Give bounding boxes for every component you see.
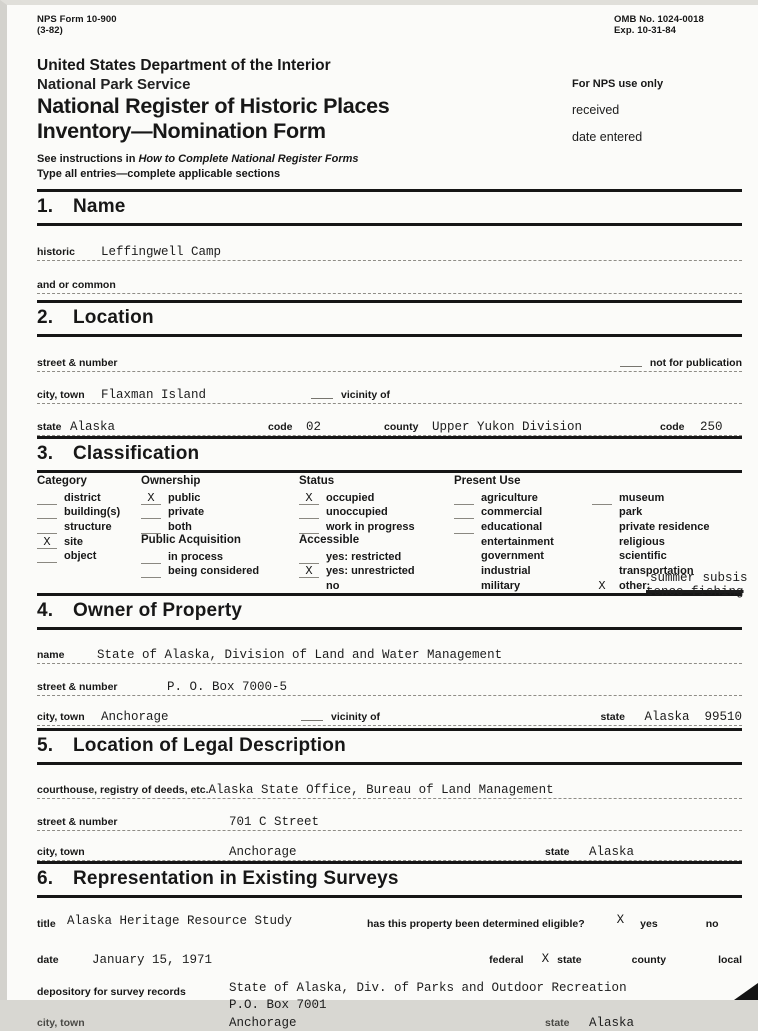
legal-street-label: street & number [37, 816, 118, 829]
eligible-yes-label: yes [640, 918, 658, 931]
form-title-line2: Inventory—Nomination Form [37, 119, 326, 143]
section-3-header [37, 436, 742, 473]
depository-label: depository for survey records [37, 986, 186, 999]
owner-vicinity-blank [301, 709, 323, 721]
category-column [37, 475, 141, 593]
buildings-label: building(s) [64, 506, 121, 519]
checkbox-buildings [37, 505, 141, 520]
agriculture-mark [454, 493, 474, 505]
field-historic-name [37, 241, 742, 261]
checkbox-object [37, 549, 141, 564]
status-column [299, 475, 454, 593]
both-label: both [168, 521, 192, 534]
checkbox-industrial [454, 563, 592, 578]
city-town-value: Flaxman Island [101, 388, 207, 402]
survey-state-label: state [545, 1017, 570, 1030]
code2-label: code [660, 421, 685, 433]
depository-values [229, 980, 627, 1014]
field-survey-title [37, 912, 742, 932]
eligible-question: has this property been determined eligible? [367, 918, 585, 931]
government-label: government [481, 550, 544, 563]
yes-unrestricted-label: yes: unrestricted [326, 565, 415, 578]
category-header: Category [37, 475, 87, 487]
public-acquisition-header: Public Acquisition [141, 534, 241, 547]
industrial-mark [454, 566, 474, 578]
owner-street-label: street & number [37, 681, 118, 694]
eligible-yes-mark: X [616, 913, 625, 928]
section-3-number: 3. [37, 443, 54, 464]
private-residence-mark [592, 522, 612, 534]
work-in-progress-label: work in progress [326, 521, 415, 534]
section-5-header [37, 728, 742, 765]
survey-title-value: Alaska Heritage Resource Study [67, 914, 293, 929]
public-mark: X [141, 493, 161, 505]
checkbox-agriculture [454, 490, 592, 505]
code-value: 02 [306, 420, 322, 434]
agriculture-label: agriculture [481, 491, 538, 504]
form-number: NPS Form 10-900 [37, 14, 117, 25]
entertainment-label: entertainment [481, 535, 554, 548]
masthead [37, 75, 742, 144]
field-city-town [37, 384, 742, 404]
depository-value-line1: State of Alaska, Div. of Parks and Outdoor Recreation [229, 981, 627, 996]
structure-label: structure [64, 521, 112, 534]
field-survey-date [37, 948, 742, 968]
field-owner-street [37, 676, 742, 696]
survey-date-value: January 15, 1971 [92, 953, 213, 968]
field-state-county [37, 416, 742, 436]
city-town-label: city, town [37, 389, 85, 401]
classification-grid [37, 475, 748, 599]
being-considered-label: being considered [168, 565, 260, 578]
other-label: other: [619, 579, 651, 592]
unoccupied-mark [299, 507, 319, 519]
checkbox-yes-unrestricted [299, 564, 454, 579]
checkbox-unoccupied [299, 505, 454, 520]
owner-street-value: P. O. Box 7000-5 [167, 680, 288, 695]
department-title: United States Department of the Interior [37, 57, 331, 74]
educational-label: educational [481, 521, 543, 534]
not-for-publication-label: not for publication [649, 357, 742, 369]
nps-use-only-label: For NPS use only [572, 78, 664, 90]
section-2-number: 2. [37, 307, 54, 328]
educational-mark [454, 522, 474, 534]
section-4-title: Owner of Property [73, 600, 243, 622]
instructions-prefix: See instructions in [37, 153, 139, 165]
received-label: received [572, 103, 620, 117]
survey-city-value: Anchorage [229, 1016, 297, 1031]
religious-label: religious [619, 535, 665, 548]
work-in-progress-mark [299, 522, 319, 534]
present-use-column-1 [454, 475, 592, 593]
form-id-bar [37, 14, 742, 36]
military-mark [454, 581, 474, 593]
checkbox-scientific [592, 549, 742, 564]
section-2-header [37, 300, 742, 337]
commercial-mark [454, 507, 474, 519]
omb-number: OMB No. 1024-0018 [614, 14, 704, 25]
street-number-label: street & number [37, 357, 118, 369]
state-value: Alaska [70, 420, 116, 434]
field-and-or-common [37, 274, 742, 294]
present-use-header: Present Use [454, 475, 521, 487]
museum-label: museum [619, 491, 665, 504]
section-5-title: Location of Legal Description [73, 735, 346, 757]
courthouse-label: courthouse, registry of deeds, etc. [37, 784, 209, 797]
section-3-title: Classification [73, 443, 200, 464]
owner-vicinity-label: vicinity of [331, 711, 381, 724]
checkbox-work-in-progress [299, 519, 454, 534]
checkbox-site [37, 534, 141, 549]
code2-value: 250 [700, 420, 723, 434]
scan-corner-artifact [734, 983, 758, 1000]
entertainment-mark [454, 537, 474, 549]
object-label: object [64, 550, 97, 563]
checkbox-occupied [299, 490, 454, 505]
yes-restricted-mark [299, 552, 319, 564]
county-value: Upper Yukon Division [432, 420, 583, 434]
site-mark: X [37, 537, 57, 549]
owner-state-value: Alaska 99510 [644, 710, 742, 725]
other-typed-value-line1: summer subsis [650, 571, 748, 585]
district-label: district [64, 491, 101, 504]
checkbox-in-process [141, 549, 299, 564]
no-mark [299, 581, 319, 593]
object-mark [37, 551, 57, 563]
no-label: no [326, 580, 340, 593]
status-header: Status [299, 475, 335, 487]
checkbox-museum [592, 490, 742, 505]
checkbox-no [299, 578, 454, 593]
checkbox-park [592, 505, 742, 520]
field-legal-street [37, 811, 742, 831]
section-1-title: Name [73, 196, 126, 217]
owner-city-label: city, town [37, 711, 85, 724]
owner-name-label: name [37, 649, 65, 662]
code-label: code [268, 421, 293, 433]
field-owner-city [37, 706, 742, 726]
ownership-header: Ownership [141, 475, 201, 487]
checkbox-private-residence [592, 519, 742, 534]
public-label: public [168, 491, 201, 504]
in-process-label: in process [168, 550, 224, 563]
military-label: military [481, 579, 521, 592]
checkbox-public [141, 490, 299, 505]
nps-use-box [572, 75, 742, 144]
checkbox-entertainment [454, 534, 592, 549]
county-label: county [384, 421, 419, 433]
both-mark [141, 522, 161, 534]
in-process-mark [141, 552, 161, 564]
checkbox-military [454, 578, 592, 593]
legal-state-label: state [545, 846, 570, 859]
courthouse-value: Alaska State Office, Bureau of Land Management [208, 783, 554, 798]
present-use-spacer [592, 475, 742, 490]
state-level-mark: X [541, 952, 550, 967]
survey-state-value: Alaska [589, 1016, 635, 1031]
field-legal-city [37, 841, 742, 861]
government-mark [454, 551, 474, 563]
county-level-label: county [631, 954, 667, 967]
field-courthouse [37, 779, 742, 799]
section-6-header [37, 861, 742, 898]
occupied-label: occupied [326, 491, 375, 504]
private-residence-label: private residence [619, 521, 710, 534]
occupied-mark: X [299, 493, 319, 505]
legal-street-value: 701 C Street [229, 815, 320, 830]
not-for-publication-blank [620, 355, 642, 367]
checkbox-yes-restricted [299, 549, 454, 564]
section-4-header [37, 593, 742, 630]
instructions-line2: Type all entries—complete applicable sections [37, 168, 281, 180]
owner-name-value: State of Alaska, Division of Land and Water Management [97, 648, 503, 663]
omb-block [614, 14, 742, 36]
district-mark [37, 493, 57, 505]
instructions [37, 152, 742, 182]
checkbox-government [454, 549, 592, 564]
museum-mark [592, 493, 612, 505]
scientific-mark [592, 551, 612, 563]
instructions-line1 [37, 152, 742, 167]
masthead-left [37, 75, 572, 144]
section-2-title: Location [73, 307, 154, 328]
structure-mark [37, 522, 57, 534]
depository-value-line2: P.O. Box 7001 [229, 998, 327, 1013]
owner-city-value: Anchorage [101, 710, 169, 725]
section-6-number: 6. [37, 868, 54, 890]
legal-city-value: Anchorage [229, 845, 297, 860]
religious-mark [592, 537, 612, 549]
unoccupied-label: unoccupied [326, 506, 388, 519]
industrial-label: industrial [481, 565, 531, 578]
eligible-no-label: no [705, 918, 719, 931]
checkbox-being-considered [141, 564, 299, 579]
section-6-title: Representation in Existing Surveys [73, 868, 399, 890]
historic-value: Leffingwell Camp [101, 245, 222, 259]
form-content [7, 5, 758, 1031]
form-title-line1: National Register of Historic Places [37, 94, 390, 118]
transportation-mark [592, 566, 612, 578]
vicinity-label: vicinity of [341, 389, 391, 401]
private-label: private [168, 506, 205, 519]
site-label: site [64, 535, 83, 548]
omb-expiration: Exp. 10-31-84 [614, 25, 677, 36]
park-mark [592, 507, 612, 519]
survey-title-label: title [37, 918, 56, 931]
field-owner-name [37, 644, 742, 664]
section-5-number: 5. [37, 735, 54, 757]
section-4-number: 4. [37, 600, 54, 622]
buildings-mark [37, 507, 57, 519]
commercial-label: commercial [481, 506, 543, 519]
ownership-column [141, 475, 299, 593]
checkbox-commercial [454, 505, 592, 520]
survey-date-label: date [37, 954, 59, 967]
checkbox-both [141, 519, 299, 534]
form-number-block [37, 14, 117, 36]
and-or-common-label: and or common [37, 279, 116, 291]
historic-label: historic [37, 246, 75, 258]
state-label: state [37, 421, 62, 433]
owner-state-label: state [600, 711, 625, 724]
federal-label: federal [489, 954, 524, 967]
checkbox-district [37, 490, 141, 505]
being-considered-mark [141, 566, 161, 578]
legal-state-value: Alaska [589, 845, 635, 860]
instructions-booklet-title: How to Complete National Register Forms [138, 153, 359, 165]
form-revision: (3-82) [37, 25, 63, 36]
yes-unrestricted-mark: X [299, 566, 319, 578]
checkbox-religious [592, 534, 742, 549]
park-label: park [619, 506, 643, 519]
agency-name: National Park Service [37, 76, 191, 93]
survey-city-label: city, town [37, 1017, 85, 1030]
legal-city-label: city, town [37, 846, 85, 859]
present-use-column-2 [592, 475, 748, 599]
state-level-label: state [557, 954, 582, 967]
checkbox-structure [37, 519, 141, 534]
vicinity-blank [311, 387, 333, 399]
date-entered-label: date entered [572, 130, 643, 144]
checkbox-private [141, 505, 299, 520]
other-mark: X [598, 578, 606, 593]
yes-restricted-label: yes: restricted [326, 550, 402, 563]
section-1-number: 1. [37, 196, 54, 217]
accessible-header: Accessible [299, 534, 360, 547]
field-depository [37, 980, 742, 1014]
scientific-label: scientific [619, 550, 667, 563]
other-typed-value-line2: tence fishing [646, 585, 744, 599]
section-1-header [37, 189, 742, 226]
local-level-label: local [718, 954, 742, 967]
field-street-number [37, 352, 742, 372]
transportation-label: transportation [619, 565, 694, 578]
private-mark [141, 507, 161, 519]
field-survey-city [37, 1014, 742, 1031]
checkbox-educational [454, 519, 592, 534]
